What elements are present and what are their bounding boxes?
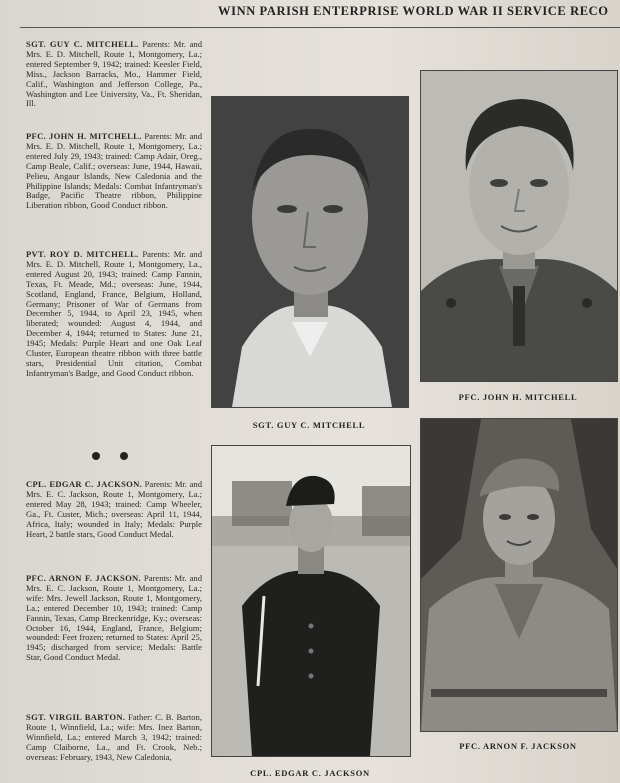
- caption-john-mitchell: PFC. JOHN H. MITCHELL: [458, 392, 578, 402]
- entry-name: SGT. VIRGIL BARTON.: [26, 712, 126, 722]
- entry-text: Father: C. B. Barton, Route 1, Winnfield, La.; wife: Mrs. Inez Barton, Winnfield, La.; entered March 3, 1942; trained: Camp Claiborne, La., and Ft. Crook, Neb.; overseas: February, 1943, New Caledonia,: [26, 712, 202, 762]
- separator-dot: [120, 452, 128, 460]
- entry-guy-mitchell: [26, 40, 202, 109]
- page-header: WINN PARISH ENTERPRISE WORLD WAR II SERVICE RECO: [218, 4, 609, 18]
- entry-roy-mitchell: [26, 250, 202, 379]
- entry-john-mitchell: [26, 132, 202, 211]
- entry-text: Parents: Mr. and Mrs. E. C. Jackson, Route 1, Montgomery, La.; entered May 28, 1943; trained: Camp Wheeler, Ga., Ft. Custer, Mich.; overseas: April 11, 1944, Africa, Italy; wounded in Italy; Medals: Purple Heart, 2 battle stars, Good Conduct Medal.: [26, 479, 202, 539]
- entry-text: Parents: Mr. and Mrs. E. D. Mitchell, Route 1, Montgomery, La., entered August 20, 1943; trained: Camp Fannin, Texas, Ft. Meade, Md.; overseas: June, 1944, Scotland, England, France, Belgium, Holland, Germany; Prisoner of War of Germans from December 5, 1944, to April 23, 1945, when liberated; wounded: August 4, 1944, and December 4, 1944; returned to States: June 21, 1945; Medals: Purple Heart and one Oak Leaf Cluster, European theatre ribbon with three battle stars, Presidential Unit citation, Combat Infantryman's Badge, and Good Conduct ribbon.: [26, 249, 203, 378]
- entry-name: SGT. GUY C. MITCHELL.: [26, 39, 139, 49]
- entry-text: Parents: Mr. and Mrs. E. D. Mitchell, Route 1, Montgomery, La.; entered September 9, 1942; trained: Keesler Field, Miss., Jackson Barracks, Mo., Hammer Field, Calif., Washington and Jefferson College, Pa., Washington and Lee University, Va., Ft. Sheridan, Ill.: [26, 39, 202, 109]
- entry-name: PFC. ARNON F. JACKSON.: [26, 573, 142, 583]
- caption-arnon-jackson: PFC. ARNON F. JACKSON: [459, 741, 577, 751]
- photo-john-mitchell: [420, 70, 618, 382]
- entry-name: PFC. JOHN H. MITCHELL.: [26, 131, 142, 141]
- caption-guy-mitchell: SGT. GUY C. MITCHELL: [252, 420, 366, 430]
- entry-edgar-jackson: [26, 480, 202, 539]
- photo-guy-mitchell: [211, 96, 409, 408]
- entry-virgil-barton: [26, 713, 202, 763]
- separator-dot: [92, 452, 100, 460]
- header-rule: [20, 27, 620, 28]
- entry-text: Parents: Mr. and Mrs. E. C. Jackson, Route 1, Montgomery, La.; wife: Mrs. Jewell Jackson, Route 1, Montgomery, La.; entered December 10, 1943; trained: Camp Fannin, Texas, Camp Breckenridge, Ky.; overseas: October 16, 1944, England, France, Belgium; wounded: Feet frozen; returned to States: April 25, 1945; discharged from service; Medals: Battle Star, Good Conduct Medal.: [26, 573, 202, 663]
- caption-edgar-jackson: CPL. EDGAR C. JACKSON: [250, 768, 370, 778]
- section-separator: [86, 452, 136, 464]
- photo-arnon-jackson: [420, 418, 618, 732]
- photo-edgar-jackson: [211, 445, 411, 757]
- entry-name: CPL. EDGAR C. JACKSON.: [26, 479, 143, 489]
- entry-name: PVT. ROY D. MITCHELL.: [26, 249, 139, 259]
- entry-arnon-jackson: [26, 574, 202, 663]
- entry-text: Parents: Mr. and Mrs. E. D. Mitchell, Route 1, Montgomery, La.; entered July 29, 1943; trained: Camp Adair, Oreg., Camp Beale, Calif.; overseas: June, 1944, Hawaii, Pelieu, Angaur Islands, New Caledonia and the Philippine Islands; Medals: Combat Infantryman's Badge, Pacific Theatre ribbon, Philippine Liberation ribbon, Good Conduct ribbon.: [26, 131, 202, 211]
